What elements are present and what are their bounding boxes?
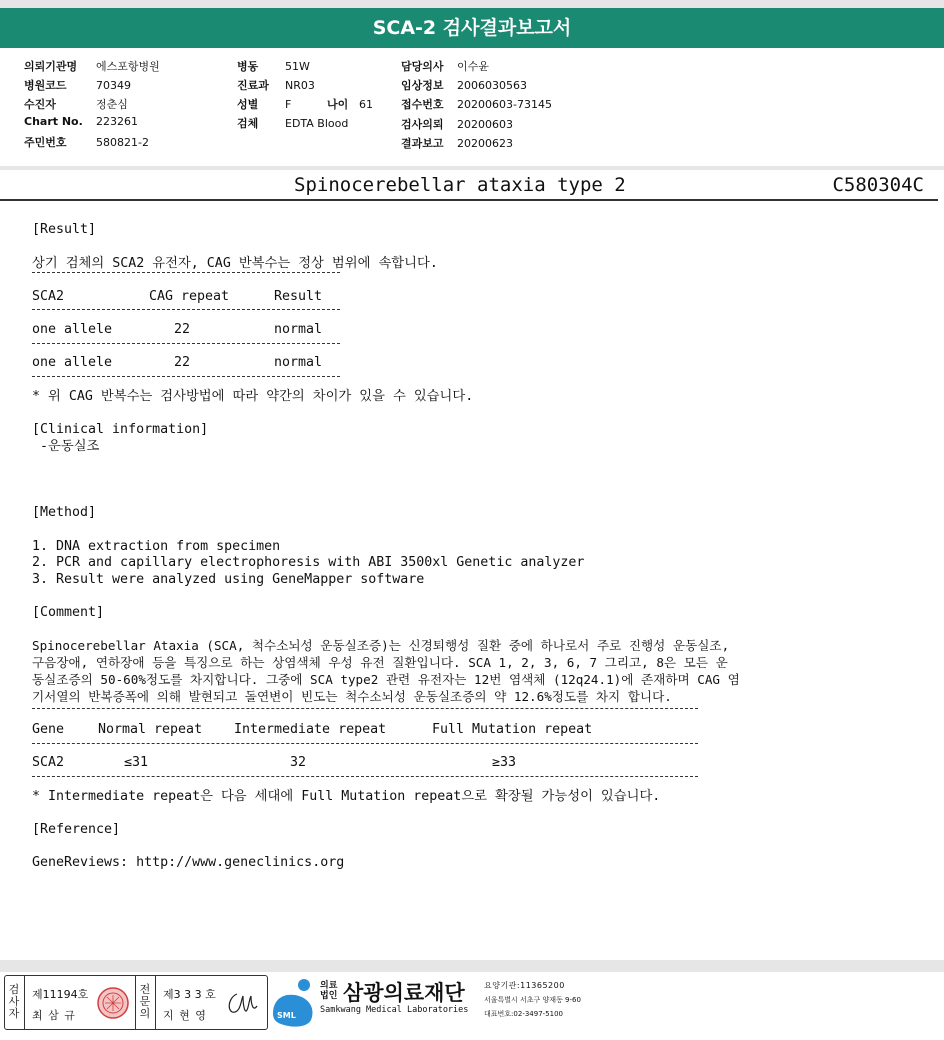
sign2-name: 지 현 영 bbox=[163, 1009, 207, 1022]
divider bbox=[32, 743, 698, 745]
info-value: NR03 bbox=[285, 79, 315, 92]
org-phone: 대표번호:02-3497-5100 bbox=[484, 1010, 563, 1018]
info-col-3 bbox=[401, 58, 552, 154]
info-label: 임상정보 bbox=[401, 79, 444, 92]
divider bbox=[32, 272, 340, 274]
sign2-license: 제3 3 3 호 bbox=[163, 988, 216, 1001]
info-label: 병원코드 bbox=[24, 79, 67, 92]
divider bbox=[135, 976, 136, 1029]
title-underline bbox=[0, 199, 938, 201]
info-label: 성별 bbox=[237, 98, 259, 111]
info-label: 수진자 bbox=[24, 98, 56, 111]
method-item: 2. PCR and capillary electrophoresis with ABI 3500xl Genetic analyzer bbox=[32, 555, 585, 570]
repeat-header-full: Full Mutation repeat bbox=[432, 722, 593, 737]
info-value: F bbox=[285, 98, 292, 111]
comment-line: 동실조증의 50-60%정도를 차지합니다. 그중에 SCA type2 관련 유전자는 12번 염색체 (12q24.1)에 존재하며 CAG 염 bbox=[32, 672, 740, 687]
table-cell: normal bbox=[274, 355, 323, 370]
info-label: 진료과 bbox=[237, 79, 269, 92]
sign1-name: 최 삼 규 bbox=[32, 1009, 76, 1022]
signature-box bbox=[4, 975, 268, 1030]
divider bbox=[155, 976, 156, 1029]
info-separator bbox=[0, 166, 944, 170]
repeat-header-normal: Normal repeat bbox=[98, 722, 203, 737]
info-label: 결과보고 bbox=[401, 137, 444, 150]
info-value: 20200623 bbox=[457, 137, 513, 150]
info-label: 주민번호 bbox=[24, 136, 67, 149]
info-label: 담당의사 bbox=[401, 60, 444, 73]
org-name: 삼광의료재단 bbox=[343, 981, 465, 1005]
info-value: 2006030563 bbox=[457, 79, 527, 92]
result-heading: [Result] bbox=[32, 222, 97, 237]
test-title: Spinocerebellar ataxia type 2 bbox=[294, 174, 626, 196]
top-strip bbox=[0, 0, 944, 8]
sign2-role: 전 문 의 bbox=[139, 983, 151, 1020]
sign1-role: 검 사 자 bbox=[8, 983, 20, 1020]
info-value: 20200603 bbox=[457, 118, 513, 131]
info-label: Chart No. bbox=[24, 115, 83, 128]
info-value: 정춘심 bbox=[96, 98, 128, 111]
info-value: 51W bbox=[285, 60, 310, 73]
age-label: 나이 bbox=[327, 98, 349, 111]
repeat-header-gene: Gene bbox=[32, 722, 65, 737]
info-col-1 bbox=[24, 58, 160, 153]
comment-heading: [Comment] bbox=[32, 605, 105, 620]
method-item: 1. DNA extraction from specimen bbox=[32, 539, 281, 554]
method-item: 3. Result were analyzed using GeneMapper software bbox=[32, 572, 425, 587]
repeat-note: * Intermediate repeat은 다음 세대에 Full Mutation repeat으로 확장될 가능성이 있습니다. bbox=[32, 789, 661, 804]
table-cell: 22 bbox=[174, 355, 191, 370]
table-cell: one allele bbox=[32, 355, 113, 370]
sml-logo-icon bbox=[271, 976, 317, 1028]
divider bbox=[32, 309, 340, 311]
divider bbox=[32, 708, 698, 710]
result-header-result: Result bbox=[274, 289, 323, 304]
comment-line: Spinocerebellar Ataxia (SCA, 척수소뇌성 운동실조증)는 신경퇴행성 질환 중에 하나로서 주로 진행성 운동실조, bbox=[32, 638, 730, 653]
org-address: 서울특별시 서초구 양재동 9-60 bbox=[484, 996, 581, 1004]
table-cell: ≥33 bbox=[492, 755, 517, 770]
reference-link[interactable]: GeneReviews: http://www.geneclinics.org bbox=[32, 855, 345, 870]
divider bbox=[32, 376, 340, 378]
reference-heading: [Reference] bbox=[32, 822, 121, 837]
table-cell: ≤31 bbox=[124, 755, 149, 770]
result-header-gene: SCA2 bbox=[32, 289, 65, 304]
info-value: 에스포항병원 bbox=[96, 60, 160, 73]
result-header-cag: CAG repeat bbox=[149, 289, 230, 304]
info-label: 검사의뢰 bbox=[401, 118, 444, 131]
result-note: * 위 CAG 반복수는 검사방법에 따라 약간의 차이가 있을 수 있습니다. bbox=[32, 389, 474, 404]
org-code: 요양기관:11365200 bbox=[484, 981, 565, 990]
comment-line: 기서열의 반복증폭에 의해 발현되고 돌연변이 빈도는 척수소뇌성 운동실조증의 약 12.6%정도를 차지 합니다. bbox=[32, 689, 672, 704]
info-label: 병동 bbox=[237, 60, 259, 73]
method-heading: [Method] bbox=[32, 505, 97, 520]
age-value: 61 bbox=[359, 98, 373, 111]
footer-strip bbox=[0, 960, 944, 972]
info-label: 의뢰기관명 bbox=[24, 60, 78, 73]
official-seal-icon bbox=[95, 986, 131, 1020]
info-value: 70349 bbox=[96, 79, 131, 92]
org-english-name: Samkwang Medical Laboratories bbox=[320, 1005, 469, 1015]
report-header: SCA-2 검사결과보고서 bbox=[0, 8, 944, 48]
info-value: 이수윤 bbox=[457, 60, 489, 73]
info-label: 접수번호 bbox=[401, 98, 444, 111]
sign1-license: 제11194호 bbox=[32, 988, 89, 1001]
clinical-heading: [Clinical information] bbox=[32, 422, 209, 437]
info-value: 20200603-73145 bbox=[457, 98, 552, 111]
info-label: 검체 bbox=[237, 117, 259, 130]
result-summary: 상기 검체의 SCA2 유전자, CAG 반복수는 정상 범위에 속합니다. bbox=[32, 256, 438, 271]
divider bbox=[32, 776, 698, 778]
table-cell: 22 bbox=[174, 322, 191, 337]
repeat-header-intermediate: Intermediate repeat bbox=[234, 722, 387, 737]
signature-icon bbox=[223, 986, 263, 1020]
info-col-2 bbox=[237, 58, 373, 134]
comment-line: 구음장애, 연하장애 등을 특징으로 하는 상염색체 우성 유전 질환입니다. SCA 1, 2, 3, 6, 7 그리고, 8은 모든 운 bbox=[32, 655, 728, 670]
table-cell: 32 bbox=[290, 755, 307, 770]
table-cell: SCA2 bbox=[32, 755, 65, 770]
table-cell: normal bbox=[274, 322, 323, 337]
org-prefix: 의료 법인 bbox=[320, 981, 338, 1001]
table-cell: one allele bbox=[32, 322, 113, 337]
info-value: 580821-2 bbox=[96, 136, 149, 149]
logo-abbr: SML bbox=[277, 1011, 296, 1020]
test-code: C580304C bbox=[832, 174, 924, 196]
info-value: EDTA Blood bbox=[285, 117, 349, 130]
clinical-value: -운동실조 bbox=[32, 439, 100, 454]
divider bbox=[24, 976, 25, 1029]
info-value: 223261 bbox=[96, 115, 138, 128]
divider bbox=[32, 343, 340, 345]
